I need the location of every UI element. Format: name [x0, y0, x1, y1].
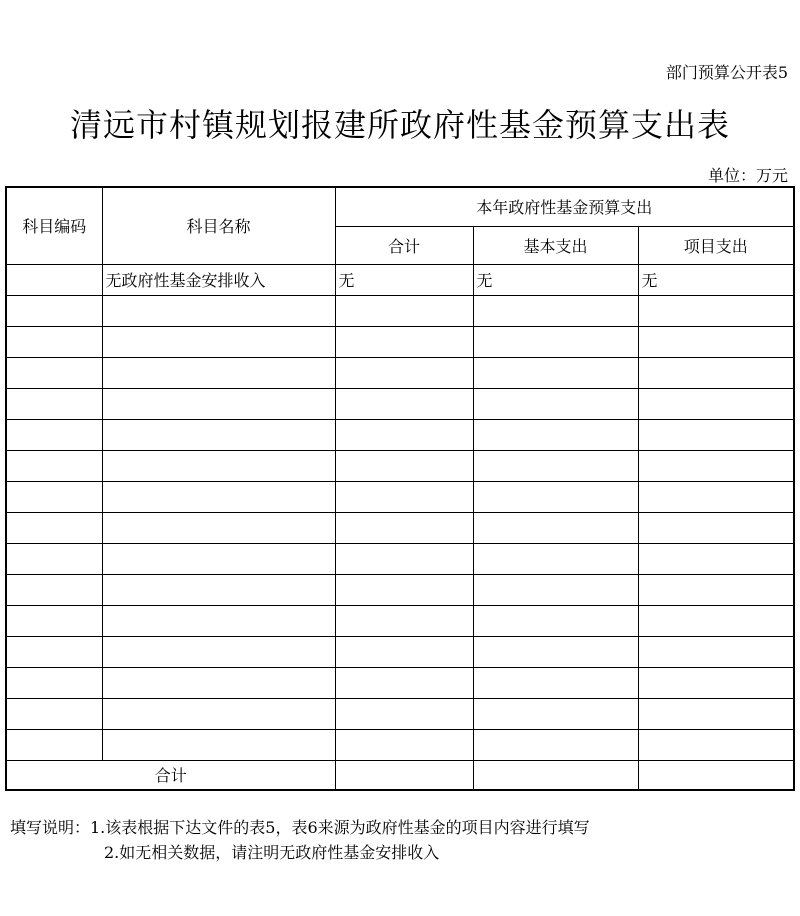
table-row — [6, 667, 794, 698]
table-row — [6, 636, 794, 667]
unit-label: 单位：万元 — [707, 166, 788, 185]
table-row — [6, 388, 794, 419]
table-row — [6, 543, 794, 574]
table-row — [6, 295, 794, 326]
budget-table — [5, 186, 795, 791]
table-row — [6, 357, 794, 388]
form-number: 部门预算公开表5 — [665, 63, 788, 82]
table-row — [6, 450, 794, 481]
header-group: 本年政府性基金预算支出 — [335, 187, 794, 226]
table-row — [6, 605, 794, 636]
table-row — [6, 574, 794, 605]
header-basic: 基本支出 — [473, 226, 638, 264]
table-row — [6, 264, 794, 295]
cell-total: 无 — [335, 264, 473, 295]
cell-name: 无政府性基金安排收入 — [102, 264, 335, 295]
total-cell — [638, 760, 794, 790]
total-cell — [335, 760, 473, 790]
table-row — [6, 698, 794, 729]
total-row — [6, 760, 794, 790]
cell-project: 无 — [638, 264, 794, 295]
table-row — [6, 326, 794, 357]
total-label: 合计 — [6, 760, 335, 790]
table-row — [6, 729, 794, 760]
header-project: 项目支出 — [638, 226, 794, 264]
cell-basic: 无 — [473, 264, 638, 295]
header-total: 合计 — [335, 226, 473, 264]
table-row — [6, 481, 794, 512]
table-row — [6, 512, 794, 543]
note-line-1: 填写说明：1.该表根据下达文件的表5，表6来源为政府性基金的项目内容进行填写 — [10, 818, 590, 837]
fill-instructions — [10, 815, 590, 865]
table-row — [6, 419, 794, 450]
header-code: 科目编码 — [6, 187, 102, 264]
cell-code — [6, 264, 102, 295]
note-line-2: 2.如无相关数据，请注明无政府性基金安排收入 — [104, 843, 440, 862]
page-title: 清远市村镇规划报建所政府性基金预算支出表 — [69, 106, 730, 144]
total-cell — [473, 760, 638, 790]
header-name: 科目名称 — [102, 187, 335, 264]
